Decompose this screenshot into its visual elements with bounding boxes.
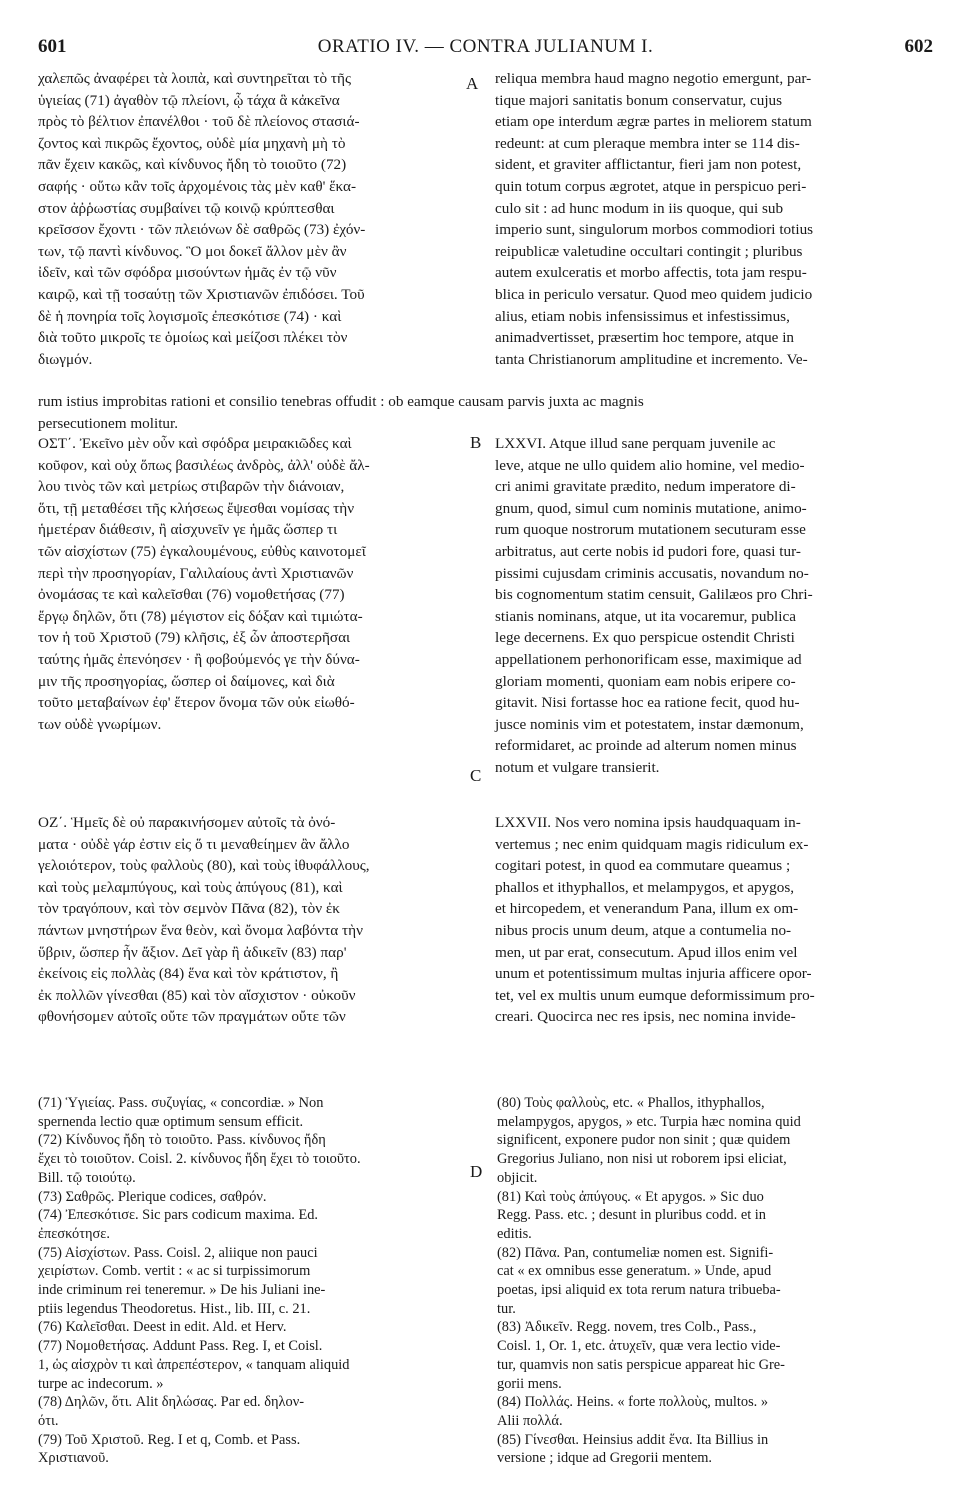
footnote-line: Gregorius Juliano, non nisi ut roborem ipsi eliciat,	[497, 1151, 787, 1168]
latin-text-line: vertemus ; nec enim quidquam magis ridiculum ex-	[495, 835, 809, 853]
footnote-line: 1, ὡς αἰσχρὸν τι καὶ ἀπρεπέστερον, « tanquam aliquid	[38, 1356, 350, 1373]
greek-text-line: φθονήσομεν αὐτοῖς οὔτε τῶν πραγμάτων οὔτε τῶν	[38, 1008, 346, 1026]
footnote-line: Coisl. 1, Or. 1, etc. ἀτυχεῖν, quæ vera lectio vide-	[497, 1338, 781, 1355]
greek-text-line: ἡμετέραν διάθεσιν, ἢ αἰσχυνεῖν γε ἡμᾶς ὥσπερ τι	[38, 521, 338, 539]
greek-text-line: ἔργῳ δηλῶν, ὅτι (78) μέγιστον εἰς δόξαν καὶ τιμιώτα-	[38, 607, 363, 625]
greek-text-line: των οὐδὲ γνωρίμων.	[38, 715, 162, 733]
latin-text-line: reipublicæ valetudine occultari contingit ; pluribus	[495, 242, 803, 260]
margin-letter-d: D	[470, 1162, 483, 1181]
greek-column-block-2	[38, 433, 468, 735]
footnote-line: melampygos, apygos, » etc. Turpia hæc nomina quid	[497, 1113, 801, 1130]
latin-text-line: gloriam momenti, quoniam eam nobis eripere co-	[495, 672, 796, 690]
footnote-line: (82) Πᾶνα. Pan, contumeliæ nomen est. Signifi-	[497, 1244, 774, 1261]
greek-text-line: ἐκείνοις εἰς πολλὰς (84) ἕνα καὶ τὸν κράτιστον, ἢ	[38, 965, 339, 983]
latin-text-line: lege decernens. Ex quo perspicue ostendit Christi	[495, 629, 795, 647]
footnote-line: (85) Γίνεσθαι. Heinsius addit ἕνα. Ita Billius in	[497, 1431, 769, 1448]
latin-text-line: appellationem perhonorificam esse, maximique ad	[495, 650, 802, 668]
footnote-line: ptiis legendus Theodoretus. Hist., lib. III, c. 21.	[38, 1300, 311, 1317]
greek-text-line: κοῦφον, καὶ οὐχ ὅπως βασιλέως ἀνδρὸς, ἀλλ' οὐδὲ ἄλ-	[38, 456, 370, 474]
footnote-line: (71) Ὑγιείας. Pass. συζυγίας, « concordiæ. » Non	[38, 1095, 324, 1111]
latin-text-line: LXXVII. Nos vero nomina ipsis haudquaquam in-	[495, 814, 801, 831]
footnote-line: Bill. τῷ τοιούτῳ.	[38, 1169, 136, 1186]
full-width-continuation	[38, 391, 926, 434]
footnote-line: significent, exponere pudor non sinit ; quæ quidem	[497, 1132, 791, 1149]
latin-text-line: pissimi cujusdam criminis accusatis, novandum no-	[495, 564, 809, 582]
latin-text-line: bis cognomentum statim censuit, Galilæos pro Chri-	[495, 586, 813, 604]
latin-text-line: tique majori sanitatis bonum conservatur, cujus	[495, 91, 783, 109]
footnote-line: (79) Τοῦ Χριστοῦ. Reg. I et q, Comb. et Pass.	[38, 1431, 301, 1448]
latin-column-block-1	[495, 68, 926, 370]
latin-text-line: blica in periculo versatur. Quod meo quidem judicio	[495, 285, 813, 303]
latin-text-line: autem exulceratis et morbo affectis, tota jam respu-	[495, 264, 807, 282]
greek-text-line: τοῦτο μεταβαίνων ἐφ' ἕτερον ὄνομα τῶν οὐκ εἰωθό-	[38, 694, 355, 712]
greek-text-line: τὸν τραγόπουν, καὶ τὸν σεμνὸν Πᾶνα (82), τὸν ἐκ	[38, 900, 340, 918]
greek-text-line: ἰδεῖν, καὶ τῶν σφόδρα μισούντων ἡμᾶς ἐν τῷ νῦν	[38, 264, 337, 282]
latin-text-line: gitavit. Nisi fortasse hoc ea ratione fecit, quod hu-	[495, 694, 800, 712]
greek-text-line: ὅτι, τῇ μεταθέσει τῆς κλήσεως ἔψεσθαι νομίσας τὴν	[38, 499, 355, 517]
greek-text-line: ΟΣΤ΄. Ἐκεῖνο μὲν οὖν καὶ σφόδρα μειρακιῶδες καὶ	[38, 435, 352, 452]
footnote-line: Regg. Pass. etc. ; desunt in pluribus codd. et in	[497, 1207, 766, 1224]
greek-text-line: καὶ τοὺς μελαμπύγους, καὶ τοὺς ἀπύγους (81), καὶ	[38, 878, 343, 896]
full-width-text-line: rum istius improbitas rationi et consilio tenebras offudit : ob eamque causam parvis juxta ac magnis	[38, 393, 644, 410]
latin-text-line: sident, et graviter afflictantur, fieri jam non potest,	[495, 156, 802, 174]
footnotes-right	[497, 1095, 926, 1469]
footnote-line: (75) Αἰσχίστων. Pass. Coisl. 2, aliique non pauci	[38, 1244, 318, 1261]
latin-text-line: notum et vulgare transierit.	[495, 758, 660, 776]
footnote-line: (80) Τοὺς φαλλοὺς, etc. « Phallos, ithyphallos,	[497, 1095, 765, 1111]
footnote-line: gorii mens.	[497, 1375, 562, 1392]
latin-text-line: culo sit : ad hunc modum in iis quoque, qui sub	[495, 199, 784, 217]
footnotes-left	[38, 1095, 468, 1469]
footnote-line: poetas, ipsi aliquid ex tota rerum natura tribueba-	[497, 1282, 781, 1299]
latin-column-block-2	[495, 433, 926, 779]
latin-text-line: unum et potentissimum multas injuria afficere opor-	[495, 965, 812, 983]
greek-text-line: ὑγιείας (71) ἀγαθὸν τῷ πλείονι, ᾧ τάχα ἃ κἀκεῖνα	[38, 91, 340, 109]
greek-text-line: τον ἡ τοῦ Χριστοῦ (79) κλῆσις, ἐξ ὧν ἀποστερῆσαι	[38, 629, 351, 647]
greek-column-block-3	[38, 812, 468, 1028]
latin-text-line: phallos et ithyphallos, et melampygos, et apygos,	[495, 878, 795, 896]
footnote-line: ότι.	[38, 1412, 59, 1429]
latin-text-line: arbitratus, aut certe nobis id pudori fore, quasi tur-	[495, 542, 801, 560]
latin-text-line: nibus procis unum deum, atque a contumelia no-	[495, 921, 792, 939]
footnote-line: χειρίστων. Comb. vertit : « ac si turpissimorum	[38, 1263, 311, 1280]
margin-letter-b: B	[470, 433, 482, 452]
footnote-line: (72) Κίνδυνος ἤδη τὸ τοιοῦτο. Pass. κίνδυνος ἤδη	[38, 1132, 326, 1149]
footnote-line: (76) Καλεῖσθαι. Deest in edit. Ald. et Herv.	[38, 1319, 287, 1336]
footnote-line: (77) Νομοθετήσας. Addunt Pass. Reg. I, et Coisl.	[38, 1338, 323, 1355]
greek-text-line: μιν τῆς προσηγορίας, ὥσπερ οἱ δαίμονες, καὶ διὰ	[38, 672, 335, 690]
running-title: ORATIO IV. — CONTRA JULIANUM I.	[317, 36, 654, 57]
latin-text-line: reliqua membra haud magno negotio emergunt, par-	[495, 70, 812, 87]
latin-text-line: reformidaret, ac proinde ad alterum nomen minus	[495, 737, 797, 755]
latin-text-line: rum quoque nostrorum mutationem secuturam esse	[495, 521, 806, 539]
greek-text-line: κρεῖσσον ἔχοντι · τῶν πλειόνων δὲ σαθρῶς (73) ἐχόν-	[38, 221, 366, 239]
greek-text-line: πάντων μνηστήρων ἕνα θεὸν, καὶ ὄνομα λαβόντα τὴν	[38, 921, 363, 939]
footnote-line: versione ; idque ad Gregorii mentem.	[497, 1450, 712, 1467]
footnote-line: inde criminum rei teneremur. » De his Juliani ine-	[38, 1282, 326, 1299]
page-number-right: 602	[904, 36, 933, 57]
footnote-line: spernenda lectio quæ optimum sensum efficit.	[38, 1113, 304, 1130]
latin-text-line: stianis nominans, atque, ut ita vocaremur, publica	[495, 607, 796, 625]
greek-text-line: των, τῷ παντὶ κίνδυνος. Ὃ μοι δοκεῖ ἄλλον μὲν ἂν	[38, 242, 347, 260]
latin-text-line: etiam ope interdum ægræ partes in meliorem statum	[495, 113, 812, 131]
footnote-line: (81) Καὶ τοὺς ἀπύγους. « Et apygos. » Sic duo	[497, 1188, 764, 1205]
latin-text-line: tanta Christianorum amplitudine et incremento. Ve-	[495, 350, 808, 368]
latin-text-line: tet, vel ex multis unum eumque deformissimum pro-	[495, 986, 815, 1004]
margin-letter-c: C	[470, 766, 482, 785]
greek-text-line: διὰ τοῦτο μικροῖς τε ὁμοίως καὶ μείζοσι πλέκει τὸν	[38, 329, 348, 347]
greek-text-line: ταύτης ἡμᾶς ἐπενόησεν · ἢ φοβούμενός γε τὴν δύνα-	[38, 650, 360, 668]
footnote-line: (74) Ἐπεσκότισε. Sic pars codicum maxima. Ed.	[38, 1207, 319, 1224]
latin-text-line: imperio sunt, singulorum morbos commodiori totius	[495, 221, 814, 239]
latin-text-line: animadvertisset, præsertim hoc tempore, atque in	[495, 329, 795, 347]
latin-text-line: gnum, quod, simul cum nominis mutatione, animo-	[495, 499, 807, 517]
greek-text-line: περὶ τὴν προσηγορίαν, Γαλιλαίους ἀντὶ Χριστιανῶν	[38, 564, 354, 582]
greek-text-line: τῶν αἰσχίστων (75) ἐγκαλουμένους, εὐθὺς καινοτομεῖ	[38, 542, 366, 560]
greek-text-line: ἐκ πολλῶν γίνεσθαι (85) καὶ τὸν αἴσχιστον · οὐκοῦν	[38, 986, 356, 1004]
latin-text-line: jusce nominis vim et potestatem, instar dæmonum,	[495, 715, 804, 733]
greek-text-line: ματα · οὐδὲ γάρ ἐστιν εἰς ὅ τι μεναθείημεν ἂν ἄλλο	[38, 835, 350, 853]
footnote-line: ἐπεσκότησε.	[38, 1225, 110, 1242]
greek-text-line: γελοιότερον, τοὺς φαλλοὺς (80), καὶ τοὺς ἰθυφάλλους,	[38, 857, 370, 875]
latin-text-line: creari. Quocirca nec res ipsis, nec nomina invide-	[495, 1008, 796, 1026]
latin-text-line: redeunt: at cum pleraque membra inter se 114 dis-	[495, 134, 800, 152]
greek-column-block-1	[38, 68, 468, 370]
latin-column-block-3	[495, 812, 926, 1028]
running-header	[38, 36, 933, 64]
footnote-line: turpe ac indecorum. »	[38, 1375, 164, 1392]
footnote-line: (84) Πολλάς. Heins. « forte πολλοὺς, multos. »	[497, 1394, 769, 1411]
greek-text-line: ὀνομάσας τε καὶ καλεῖσθαι (76) νομοθετήσας (77)	[38, 586, 345, 604]
footnote-line: editis.	[497, 1225, 532, 1242]
greek-text-line: πᾶν ἔχειν κακῶς, καὶ κίνδυνος ἤδη τὸ τοιοῦτο (72)	[38, 156, 347, 174]
footnote-line: objicit.	[497, 1169, 538, 1186]
footnote-line: Alii πολλά.	[497, 1412, 563, 1429]
greek-text-line: καιρῷ, καὶ τῇ τοσαύτῃ τῶν Χριστιανῶν ἐπιδόσει. Τοῦ	[38, 285, 365, 303]
latin-text-line: men, ut par erat, consecutum. Apud illos enim vel	[495, 943, 798, 961]
latin-text-line: leve, atque ne ullo quidem alio homine, vel medio-	[495, 456, 805, 474]
full-width-text-line: persecutionem molitur.	[38, 414, 179, 432]
latin-text-line: cogitari potest, in quod ea commutare queamus ;	[495, 857, 791, 875]
greek-text-line: σαφής · οὕτω κἂν τοῖς ἀρχομένοις τὰς μὲν καθ' ἕκα-	[38, 177, 357, 195]
greek-text-line: λου τινὸς τῶν καὶ μετρίως στιβαρῶν τὴν διάνοιαν,	[38, 478, 345, 496]
greek-text-line: διωγμόν.	[38, 350, 93, 368]
greek-text-line: ὕβριν, ὥσπερ ἦν ἄξιον. Δεῖ γὰρ ἢ ἀδικεῖν (83) παρ'	[38, 943, 347, 961]
latin-text-line: et hircopedem, et venerandum Pana, illum ex om-	[495, 900, 799, 918]
greek-text-line: ΟΖ΄. Ἡμεῖς δὲ οὐ παρακινήσομεν αὐτοῖς τὰ ὀνό-	[38, 814, 336, 831]
greek-text-line: χαλεπῶς ἀναφέρει τὰ λοιπὰ, καὶ συντηρεῖται τὸ τῆς	[38, 70, 351, 87]
greek-text-line: δὲ ἡ πονηρία τοῖς λογισμοῖς ἐπεσκότισε (74) · καὶ	[38, 307, 342, 325]
footnote-line: (78) Δηλῶν, ὅτι. Alit δηλώσας. Par ed. δηλον-	[38, 1394, 305, 1411]
footnote-line: (73) Σαθρῶς. Plerique codices, σαθρόν.	[38, 1188, 267, 1205]
latin-text-line: alius, etiam nobis infensissimus et infestissimus,	[495, 307, 790, 325]
footnote-line: (83) Ἀδικεῖν. Regg. novem, tres Colb., Pass.,	[497, 1319, 757, 1336]
footnote-line: tur, quamvis non satis perspicue appareat hic Gre-	[497, 1356, 785, 1373]
greek-text-line: ζοντος καὶ πικρῶς ἔχοντος, οὐδὲ μία μηχανὴ μὴ τὸ	[38, 134, 346, 152]
page-number-left: 601	[38, 36, 67, 57]
margin-letter-a: A	[466, 74, 479, 93]
latin-text-line: cri animi gravitate prædito, nedum imperatore di-	[495, 478, 796, 496]
footnote-line: cat « ex omnibus esse generatum. » Unde, apud	[497, 1263, 772, 1280]
footnote-line: ἔχει τὸ τοιοῦτον. Coisl. 2. κίνδυνος ἤδη ἔχει τὸ τοιοῦτο.	[38, 1151, 361, 1168]
greek-text-line: πρὸς τὸ βέλτιον ἐπανέλθοι · τοῦ δὲ πλείονος στασιά-	[38, 113, 360, 131]
greek-text-line: στον ἀῤῥωστίας συμβαίνει τῷ κοινῷ κρύπτεσθαι	[38, 199, 335, 217]
footnote-line: Χριστιανοῦ.	[38, 1450, 109, 1467]
footnote-line: tur.	[497, 1300, 516, 1317]
latin-text-line: quin totum corpus ægrotet, atque in perspicuo peri-	[495, 177, 807, 195]
latin-text-line: LXXVI. Atque illud sane perquam juvenile ac	[495, 435, 776, 452]
